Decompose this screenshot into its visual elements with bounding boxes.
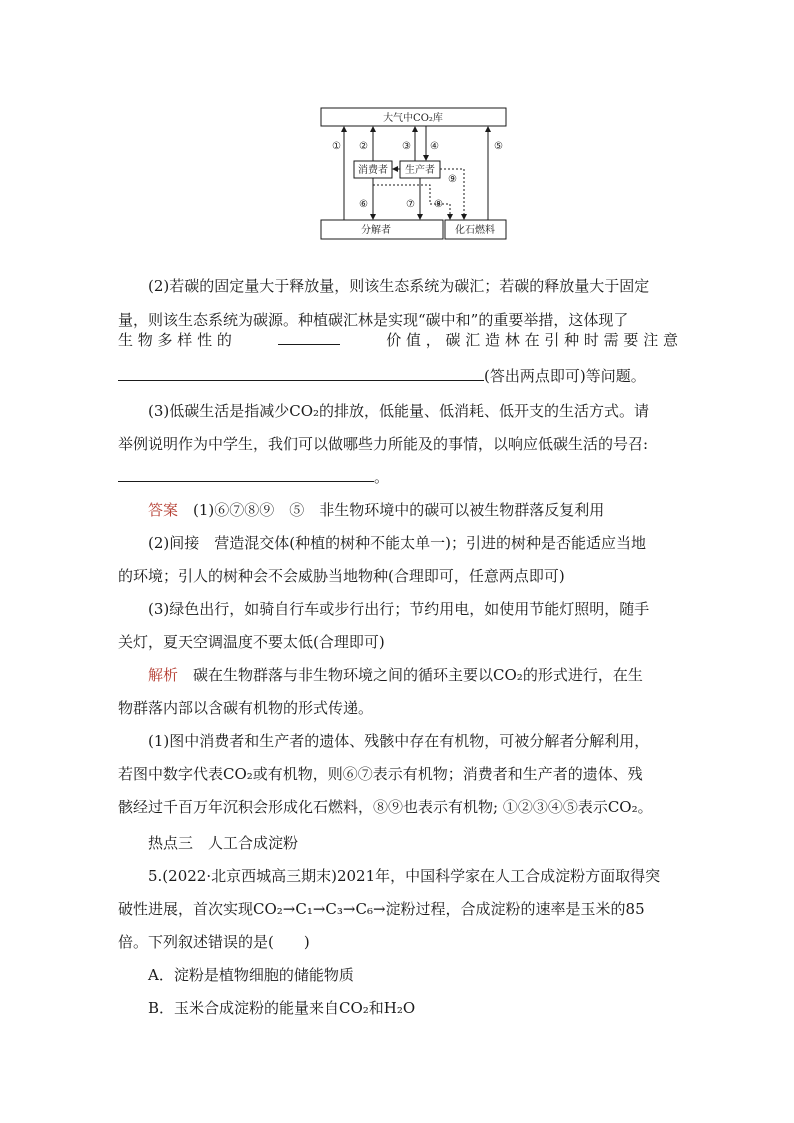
answer-line-5: 关灯，夏天空调温度不要太低(合理即可): [118, 633, 385, 651]
answer-blank-value: [278, 330, 340, 345]
q5-option-b: B．玉米合成淀粉的能量来自CO₂和H₂O: [148, 999, 416, 1017]
q3-line-3: [118, 467, 389, 487]
q2-line-4-tail: (答出两点即可)等问题。: [484, 367, 646, 385]
q3-line-2: 举例说明作为中学生，我们可以做哪些力所能及的事情，以响应低碳生活的号召:: [118, 435, 649, 453]
answer-line-2: (2)间接 营造混交体(种植的树种不能太单一)；引进的树种是否能适应当地: [148, 534, 646, 552]
q3-line-3-tail: 。: [374, 468, 390, 486]
q5-line-2: 破性进展，首次实现CO₂→C₁→C₃→C₆→淀粉过程，合成淀粉的速率是玉米的85: [118, 900, 645, 918]
analysis-line-2: 物群落内部以含碳有机物的形式传递。: [118, 699, 374, 717]
arrow-label-2: ②: [359, 141, 368, 152]
arrow-label-8: ⑧: [434, 199, 443, 210]
analysis-line-5: 骸经过千百万年沉积会形成化石燃料，⑧⑨也表示有机物; ①②③④⑤表示CO₂。: [118, 798, 653, 816]
answer-line-4: (3)绿色出行，如骑自行车或步行出行；节约用电，如使用节能灯照明，随手: [148, 600, 650, 618]
arrow-label-7: ⑦: [406, 199, 415, 210]
analysis-line-4: 若图中数字代表CO₂或有机物，则⑥⑦表示有机物；消费者和生产者的遗体、残: [118, 765, 643, 783]
decomposer-label: 分解者: [361, 225, 391, 236]
arrow-label-9: ⑨: [448, 174, 457, 185]
analysis-line-1-text: 碳在生物群落与非生物环境之间的循环主要以CO₂的形式进行，在生: [193, 666, 643, 684]
producer-label: 生产者: [405, 165, 435, 176]
carbon-cycle-diagram: [318, 105, 510, 243]
arrow-label-3: ③: [402, 141, 411, 152]
analysis-line-1: [148, 665, 643, 685]
answer-blank-precautions: [118, 366, 484, 381]
arrow-label-6: ⑥: [359, 199, 368, 210]
analysis-label: 解析: [148, 666, 179, 684]
q2-line-3-part1: 生 物 多 样 性 的: [118, 331, 232, 349]
q2-line-2: 量，则该生态系统为碳源。种植碳汇林是实现“碳中和”的重要举措，这体现了: [118, 311, 629, 329]
q3-line-1: (3)低碳生活是指减少CO₂的排放，低能量、低消耗、低开支的生活方式。请: [148, 402, 650, 420]
answer-line-1-text: (1)⑥⑦⑧⑨ ⑤ 非生物环境中的碳可以被生物群落反复利用: [193, 501, 605, 519]
q2-line-3-part2: 价 值 ， 碳 汇 造 林 在 引 种 时 需 要 注 意: [386, 331, 678, 349]
answer-blank-actions: [118, 467, 374, 482]
q2-line-4: [118, 366, 646, 386]
q5-line-1: 5.(2022·北京西城高三期末)2021年，中国科学家在人工合成淀粉方面取得突: [148, 867, 661, 885]
q5-line-3: 倍。下列叙述错误的是( ): [118, 933, 310, 951]
q5-option-a: A．淀粉是植物细胞的储能物质: [148, 966, 354, 984]
hotspot-heading: 热点三 人工合成淀粉: [148, 834, 299, 852]
answer-label: 答案: [148, 501, 179, 519]
arrow-label-4: ④: [430, 141, 439, 152]
answer-line-3: 的环境；引人的树种会不会威胁当地物种(合理即可，任意两点即可): [118, 567, 565, 585]
arrow-label-1: ①: [332, 141, 341, 152]
analysis-line-3: (1)图中消费者和生产者的遗体、残骸中存在有机物，可被分解者分解利用，: [148, 732, 650, 750]
answer-line-1: [148, 500, 604, 520]
q2-line-1: (2)若碳的固定量大于释放量，则该生态系统为碳汇；若碳的释放量大于固定: [148, 277, 650, 295]
atmosphere-co2-label: 大气中CO₂库: [383, 113, 443, 124]
arrow-label-5: ⑤: [494, 141, 503, 152]
fossil-fuel-label: 化石燃料: [455, 225, 495, 236]
q2-line-3: [118, 330, 678, 350]
carbon-cycle-svg: [318, 105, 510, 243]
consumer-label: 消费者: [358, 165, 388, 176]
